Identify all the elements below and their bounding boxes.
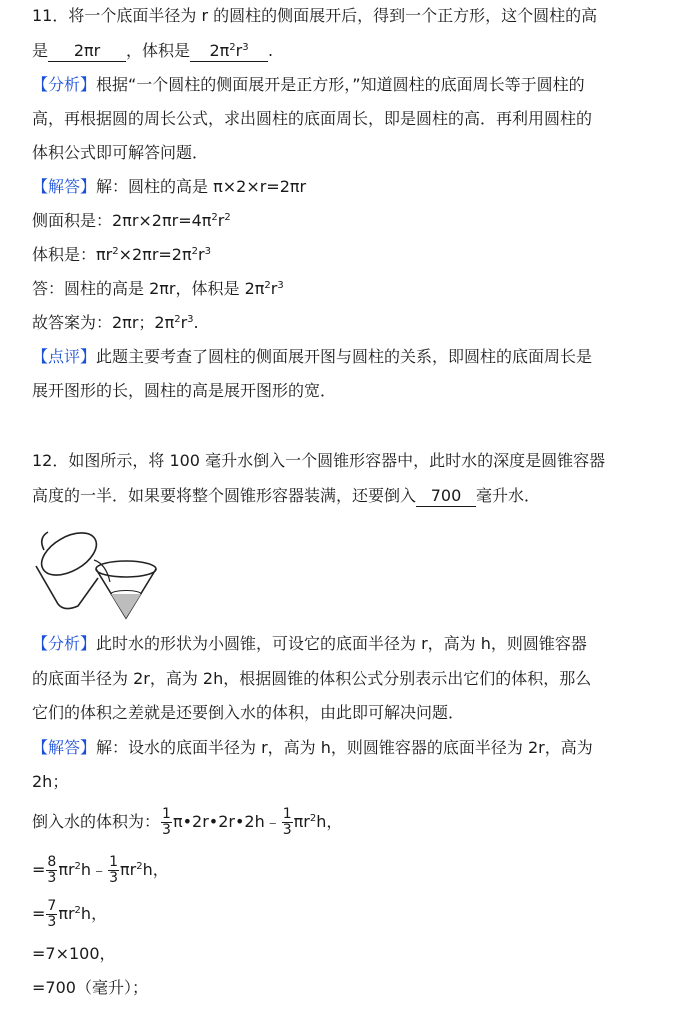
cup-pouring-into-cone-illustration (28, 520, 168, 620)
q11-solution: 【解答】解：圆柱的高是 π×2×r=2πr (32, 177, 307, 196)
fraction: $\frac{8}{3}$ (47, 854, 57, 886)
fraction: $\frac{1}{3}$ (109, 854, 118, 886)
q12-analysis-line3: 它们的体积之差就是还要倒入水的体积，由此即可解决问题． (32, 703, 465, 722)
solution-tag: 【解答】 (32, 177, 97, 196)
analysis-tag: 【分析】 (32, 634, 97, 653)
q12-step5: =700（毫升）； (32, 978, 148, 997)
q12-line2: 高度的一半．如果要将整个圆锥形容器装满，还要倒入 700 毫升水． (32, 486, 541, 505)
q12-line1: 12．如图所示，将 100 毫升水倒入一个圆锥形容器中，此时水的深度是圆锥容器 (32, 451, 606, 470)
q11-line2-post: . (268, 41, 274, 60)
q12-solution-line2: 2h； (32, 772, 69, 791)
fraction: $\frac{7}{3}$ (47, 898, 57, 930)
q11-line2-mid: ，体积是 (126, 41, 191, 60)
cup-handle (42, 532, 48, 550)
q11-line1: 11．将一个底面半径为 r 的圆柱的侧面展开后，得到一个正方形，这个圆柱的高 (32, 6, 598, 25)
water-in-cone (111, 594, 141, 618)
q11-answer-height: 2πr (48, 41, 126, 62)
q12-step2: = $\frac{8}{3}$ $\pi r^2h﹣$ $\frac{1}{3}$ $\pi r^2h$， (32, 854, 169, 886)
q12-step4: =7×100， (32, 944, 116, 963)
q12-step3: = $\frac{7}{3}$ $\pi r^2h$， (32, 898, 108, 930)
q11-analysis-line2: 高，再根据圆的周长公式，求出圆柱的底面周长，即是圆柱的高．再利用圆柱的 (32, 109, 593, 128)
cup-rim (35, 524, 104, 583)
comment-tag: 【点评】 (32, 347, 97, 366)
q11-line2 (32, 40, 273, 62)
q11-final-answer: 故答案为：2πr；$2\pi^2r^3$. (32, 313, 199, 332)
q11-side-area: 侧面积是：$2\pi r\times 2\pi r=4\pi^2r^2$ (32, 211, 231, 230)
fraction: $\frac{1}{3}$ (282, 806, 292, 838)
q12-solution: 【解答】解：设水的底面半径为 r，高为 h，则圆锥容器的底面半径为 2r，高为 (32, 738, 593, 757)
q11-reply: 答：圆柱的高是 2πr，体积是 $2\pi^2r^3$ (32, 279, 284, 298)
q12-analysis-line2: 的底面半径为 2r，高为 2h，根据圆锥的体积公式分别表示出它们的体积，那么 (32, 669, 592, 688)
q11-analysis-line3: 体积公式即可解答问题． (32, 143, 209, 162)
q11-volume: 体积是：$\pi r^2\times 2\pi r=2\pi^2r^3$ (32, 245, 211, 264)
q12-pour-volume: 倒入水的体积为： $\frac{1}{3}$ π•2r•2r•2h﹣ $\frac{1}{3}$ $\pi r^2h$， (32, 806, 343, 838)
q12-answer: 700 (416, 486, 476, 507)
q12-analysis: 【分析】此时水的形状为小圆锥，可设它的底面半径为 r，高为 h，则圆锥容器 (32, 634, 587, 653)
analysis-tag: 【分析】 (32, 75, 97, 94)
q11-comment-line2: 展开图形的长，圆柱的高是展开图形的宽． (32, 381, 337, 400)
q11-answer-volume: $2\pi^2r^3$ (190, 41, 268, 62)
q11-comment: 【点评】此题主要考查了圆柱的侧面展开图与圆柱的关系，即圆柱的底面周长是 (32, 347, 593, 366)
solution-tag: 【解答】 (32, 738, 97, 757)
fraction: $\frac{1}{3}$ (162, 806, 171, 838)
q11-analysis: 【分析】根据“一个圆柱的侧面展开是正方形，”知道圆柱的底面周长等于圆柱的 (32, 75, 585, 94)
q11-line2-pre: 是 (32, 41, 49, 60)
